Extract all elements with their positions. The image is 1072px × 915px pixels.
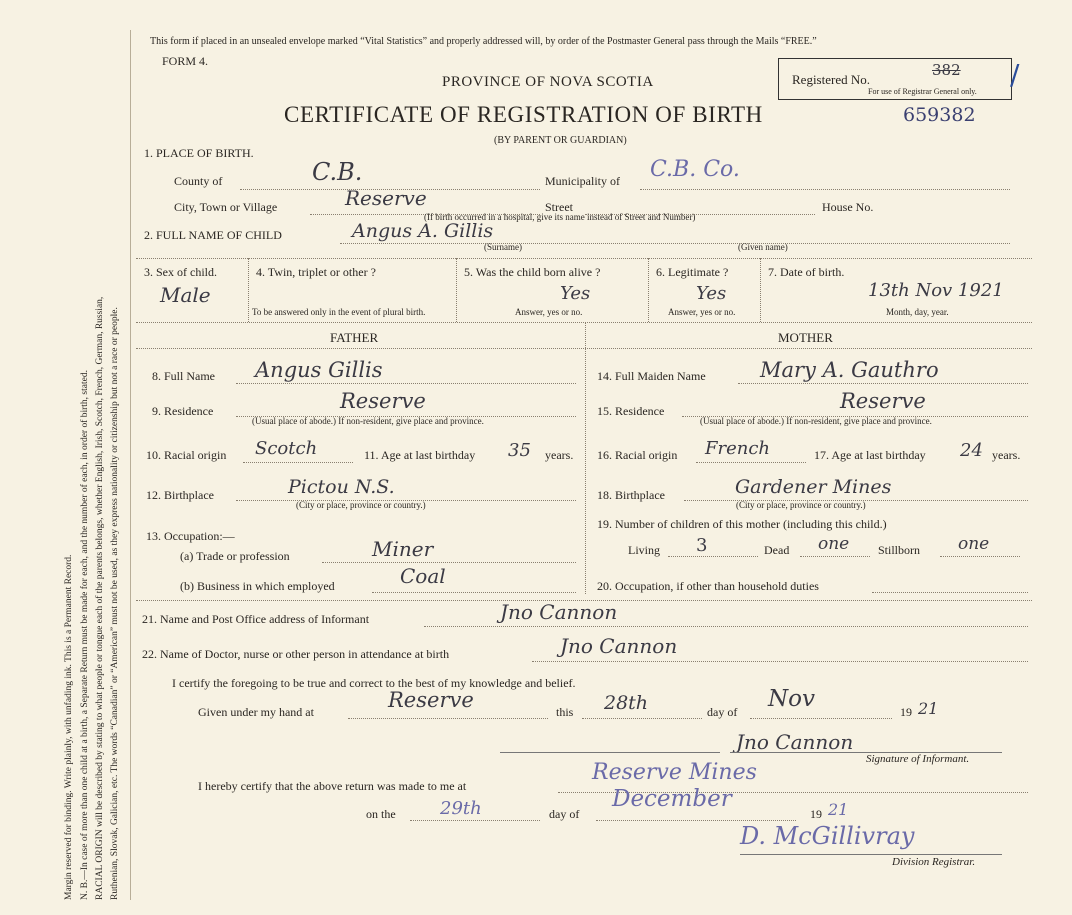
mother-age-value: 24 bbox=[960, 440, 983, 461]
child-name-value: Angus A. Gillis bbox=[352, 220, 494, 242]
given-under-hand-label: Given under my hand at bbox=[198, 705, 314, 719]
mother-birthplace-label: 18. Birthplace bbox=[597, 488, 665, 502]
margin-note-nb: N. B.—In case of more than one child at a birth, a Separate Return must be made for each, and the number of each, in order of birth, stated. bbox=[80, 370, 90, 900]
row-divider-bottom bbox=[136, 322, 1032, 323]
municipality-value: C.B. Co. bbox=[650, 157, 740, 182]
this-label: this bbox=[556, 705, 574, 719]
house-number-label: House No. bbox=[822, 200, 874, 214]
mother-residence-value: Reserve bbox=[840, 389, 926, 413]
county-label: County of bbox=[174, 174, 223, 188]
mother-occupation-label: 20. Occupation, if other than household duties bbox=[597, 579, 819, 593]
field-line bbox=[236, 383, 576, 384]
living-value: 3 bbox=[696, 535, 708, 556]
twin-note: To be answered only in the event of plural birth. bbox=[252, 307, 426, 317]
signature-of-informant-label: Signature of Informant. bbox=[866, 753, 970, 765]
father-business-value: Coal bbox=[400, 564, 446, 588]
field-line bbox=[738, 383, 1028, 384]
field-line bbox=[940, 556, 1020, 557]
certification-day-value: 28th bbox=[604, 692, 649, 714]
mother-residence-note: (Usual place of abode.) If non-resident, give place and province. bbox=[700, 416, 932, 426]
father-heading: FATHER bbox=[330, 330, 379, 345]
field-line bbox=[800, 556, 870, 557]
registrar-year-prefix: 19 bbox=[810, 807, 822, 821]
father-trade-value: Miner bbox=[372, 537, 434, 561]
mother-birthplace-note: (City or place, province or country.) bbox=[736, 500, 866, 510]
day-of-label: day of bbox=[707, 705, 738, 719]
margin-note-racial-cont: Ruthenian, Slovak, Galician, etc. The words “Canadian” or “American” must not be used, as they express nationality or citizenship but not a race or people. bbox=[110, 307, 120, 900]
sex-label: 3. Sex of child. bbox=[144, 265, 217, 279]
father-mother-divider bbox=[585, 322, 586, 594]
col-divider bbox=[648, 258, 649, 322]
father-business-label: (b) Business in which employed bbox=[180, 579, 335, 593]
field-line bbox=[872, 592, 1028, 593]
certificate-title: CERTIFICATE OF REGISTRATION OF BIRTH bbox=[284, 102, 763, 127]
field-line bbox=[348, 718, 548, 719]
street-label: Street bbox=[545, 200, 573, 214]
mother-racial-label: 16. Racial origin bbox=[597, 448, 678, 462]
margin-note-binding: Margin reserved for binding. Write plainly, with unfading ink. This is a Permanent Record. bbox=[64, 554, 74, 900]
col-divider bbox=[760, 258, 761, 322]
field-line bbox=[243, 462, 353, 463]
handwritten-registration-number: 659382 bbox=[903, 104, 976, 126]
mother-children-label: 19. Number of children of this mother (including this child.) bbox=[597, 517, 887, 531]
blue-pencil-mark: / bbox=[1010, 58, 1020, 91]
mother-residence-label: 15. Residence bbox=[597, 404, 665, 418]
father-residence-note: (Usual place of abode.) If non-resident, give place and province. bbox=[252, 416, 484, 426]
registrar-month-value: December bbox=[612, 786, 732, 812]
father-birthplace-value: Pictou N.S. bbox=[288, 476, 395, 498]
signature-left-rule bbox=[500, 752, 720, 753]
legitimate-label: 6. Legitimate ? bbox=[656, 265, 729, 279]
registered-value: 382 bbox=[932, 61, 961, 79]
field-line bbox=[582, 718, 702, 719]
registrar-day-value: 29th bbox=[440, 798, 482, 819]
registrar-general-note: For use of Registrar General only. bbox=[868, 87, 977, 96]
date-of-birth-label: 7. Date of birth. bbox=[768, 265, 845, 279]
county-value: C.B. bbox=[312, 158, 363, 186]
row-divider-top bbox=[136, 258, 1032, 259]
place-of-birth-label: 1. PLACE OF BIRTH. bbox=[144, 146, 254, 160]
sex-value: Male bbox=[160, 283, 211, 307]
province-heading: PROVINCE OF NOVA SCOTIA bbox=[442, 74, 654, 90]
city-value: Reserve bbox=[345, 186, 427, 210]
hospital-note: (If birth occurred in a hospital, give its name instead of Street and Number) bbox=[424, 212, 696, 222]
registrar-place-value: Reserve Mines bbox=[592, 760, 757, 785]
field-line bbox=[410, 820, 540, 821]
registrar-statement: I hereby certify that the above return was made to me at bbox=[198, 779, 467, 793]
alive-label: 5. Was the child born alive ? bbox=[464, 265, 601, 279]
child-name-label: 2. FULL NAME OF CHILD bbox=[144, 228, 282, 242]
field-line bbox=[596, 820, 796, 821]
col-divider bbox=[248, 258, 249, 322]
municipality-label: Municipality of bbox=[545, 174, 620, 188]
father-trade-label: (a) Trade or profession bbox=[180, 549, 290, 563]
informant-label: 21. Name and Post Office address of Informant bbox=[142, 612, 370, 626]
father-residence-label: 9. Residence bbox=[152, 404, 214, 418]
heading-divider bbox=[136, 348, 1032, 349]
legitimate-value: Yes bbox=[696, 283, 727, 304]
informant-value: Jno Cannon bbox=[500, 600, 618, 624]
field-line bbox=[424, 626, 1028, 627]
father-birthplace-label: 12. Birthplace bbox=[146, 488, 214, 502]
given-place-value: Reserve bbox=[388, 688, 474, 712]
division-registrar-label: Division Registrar. bbox=[892, 856, 976, 868]
field-line bbox=[532, 661, 1028, 662]
field-line bbox=[696, 462, 806, 463]
mother-years: years. bbox=[992, 448, 1021, 462]
surname-note: (Surname) bbox=[484, 242, 522, 252]
father-birthplace-note: (City or place, province or country.) bbox=[296, 500, 426, 510]
mother-racial-value: French bbox=[705, 438, 771, 459]
father-occupation-label: 13. Occupation:— bbox=[146, 529, 235, 543]
twin-label: 4. Twin, triplet or other ? bbox=[256, 265, 376, 279]
informant-signature: Jno Cannon bbox=[736, 730, 854, 754]
registered-label: Registered No. bbox=[792, 72, 870, 87]
mother-age-label: 17. Age at last birthday bbox=[814, 448, 926, 462]
on-the-label: on the bbox=[366, 807, 396, 821]
child-name-line bbox=[340, 243, 1010, 244]
field-line bbox=[668, 556, 758, 557]
registrar-signature: D. McGillivray bbox=[740, 822, 915, 850]
field-line bbox=[372, 592, 576, 593]
doctor-value: Jno Cannon bbox=[560, 634, 678, 658]
registrar-year-value: 21 bbox=[828, 800, 849, 819]
dead-label: Dead bbox=[764, 543, 790, 557]
certificate-subtitle: (BY PARENT OR GUARDIAN) bbox=[494, 135, 627, 146]
father-residence-value: Reserve bbox=[340, 389, 426, 413]
dead-value: one bbox=[818, 534, 850, 554]
doctor-label: 22. Name of Doctor, nurse or other person in attendance at birth bbox=[142, 647, 450, 661]
registrar-signature-line bbox=[740, 854, 1002, 855]
alive-note: Answer, yes or no. bbox=[515, 307, 583, 317]
mail-notice: This form if placed in an unsealed envelope marked “Vital Statistics” and properly addressed will, by order of the Postmaster General pass through the Mails “FREE.” bbox=[150, 36, 817, 47]
form-number: FORM 4. bbox=[162, 54, 209, 68]
stillborn-label: Stillborn bbox=[878, 543, 921, 557]
date-of-birth-value: 13th Nov 1921 bbox=[868, 280, 1004, 301]
mother-heading: MOTHER bbox=[778, 330, 833, 345]
father-name-label: 8. Full Name bbox=[152, 369, 215, 383]
father-age-label: 11. Age at last birthday bbox=[364, 448, 476, 462]
field-line bbox=[322, 562, 576, 563]
margin-note-racial: RACIAL ORIGIN will be described by stating to what people or tongue each of the parents belongs, whether English, Irish, Scotch, French, German, Russian, bbox=[95, 296, 105, 900]
certification-month-value: Nov bbox=[768, 686, 815, 712]
father-years: years. bbox=[545, 448, 574, 462]
mother-name-label: 14. Full Maiden Name bbox=[597, 369, 706, 383]
field-line bbox=[750, 718, 892, 719]
stillborn-value: one bbox=[958, 534, 990, 554]
city-label: City, Town or Village bbox=[174, 200, 278, 214]
certification-year-value: 21 bbox=[918, 699, 939, 718]
certification-statement: I certify the foregoing to be true and correct to the best of my knowledge and belief. bbox=[172, 676, 576, 690]
given-name-note: (Given name) bbox=[738, 242, 788, 252]
living-label: Living bbox=[628, 543, 660, 557]
year-prefix: 19 bbox=[900, 705, 912, 719]
col-divider bbox=[456, 258, 457, 322]
margin-rule bbox=[130, 30, 131, 900]
municipality-line bbox=[640, 189, 1010, 190]
registrar-day-of-label: day of bbox=[549, 807, 580, 821]
father-age-value: 35 bbox=[508, 440, 531, 461]
date-of-birth-note: Month, day, year. bbox=[886, 307, 949, 317]
mother-name-value: Mary A. Gauthro bbox=[760, 358, 939, 382]
mother-birthplace-value: Gardener Mines bbox=[735, 476, 892, 498]
father-name-value: Angus Gillis bbox=[255, 358, 383, 382]
alive-value: Yes bbox=[560, 283, 591, 304]
legitimate-note: Answer, yes or no. bbox=[668, 307, 736, 317]
father-racial-value: Scotch bbox=[255, 438, 318, 459]
father-racial-label: 10. Racial origin bbox=[146, 448, 227, 462]
